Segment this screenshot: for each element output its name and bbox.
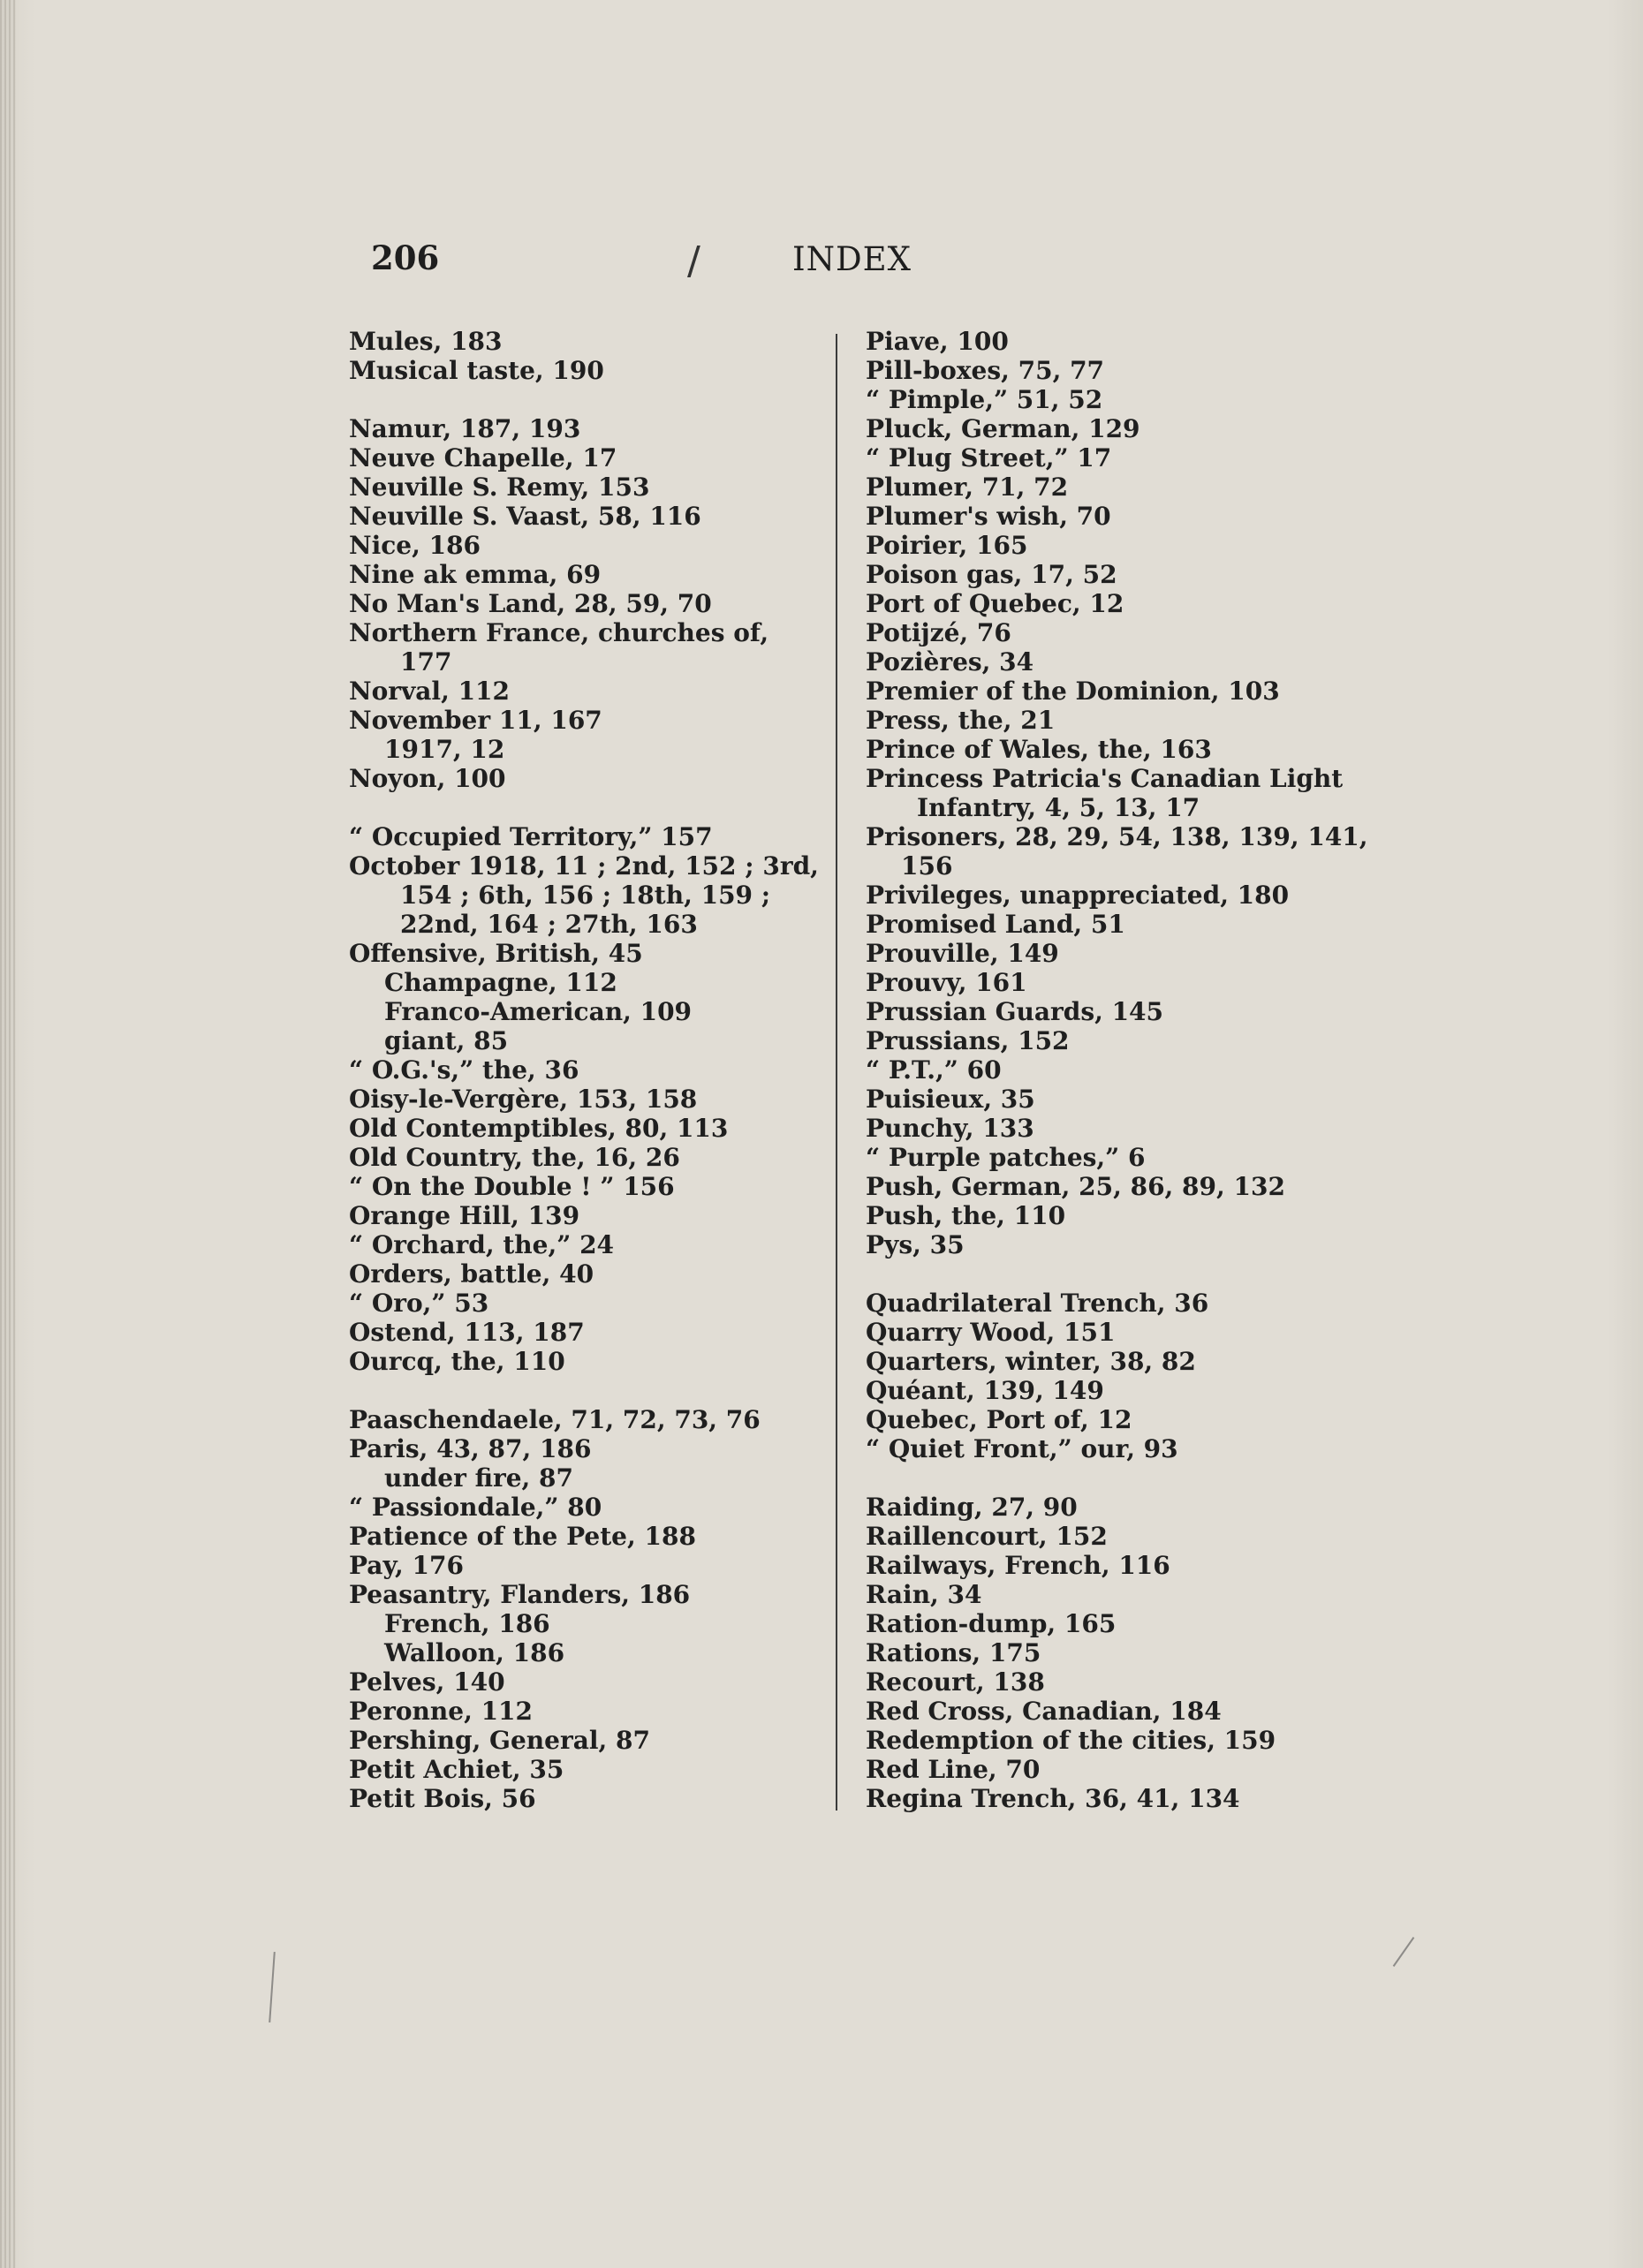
- index-entry: Quarters, winter, 38, 82: [866, 1347, 1196, 1376]
- index-entry: Princess Patricia's Canadian Light: [866, 764, 1344, 793]
- index-entry: Mules, 183: [349, 327, 503, 356]
- index-entry: “ Quiet Front,” our, 93: [866, 1434, 1178, 1463]
- pencil-scratch: [269, 1952, 276, 2022]
- index-entry: Quarry Wood, 151: [866, 1318, 1116, 1347]
- index-entry: Rain, 34: [866, 1580, 982, 1609]
- index-entry: Promised Land, 51: [866, 910, 1125, 939]
- index-entry: Puisieux, 35: [866, 1085, 1035, 1114]
- index-entry: Prouvy, 161: [866, 968, 1027, 997]
- index-entry: Musical taste, 190: [349, 356, 604, 385]
- index-section-gap: [866, 1463, 1360, 1493]
- index-section-gap: [349, 793, 844, 822]
- right-index-column: [866, 327, 1368, 1813]
- index-entry: Infantry, 4, 5, 13, 17: [917, 793, 1200, 822]
- index-entry: Press, the, 21: [866, 706, 1056, 735]
- index-entry: “ Occupied Territory,” 157: [349, 822, 713, 851]
- left-index-column: [349, 327, 844, 1813]
- index-entry: October 1918, 11 ; 2nd, 152 ; 3rd,: [349, 851, 819, 881]
- index-entry: Prince of Wales, the, 163: [866, 735, 1212, 764]
- index-entry: Patience of the Pete, 188: [349, 1522, 696, 1551]
- pencil-scratch: [1393, 1937, 1415, 1967]
- index-entry: Orange Hill, 139: [349, 1201, 580, 1230]
- index-entry: Franco-American, 109: [384, 997, 693, 1026]
- index-entry: “ Purple patches,” 6: [866, 1143, 1146, 1172]
- page-edge-shadow: [0, 0, 16, 2268]
- index-entry: Pys, 35: [866, 1230, 965, 1259]
- index-entry: Quéant, 139, 149: [866, 1376, 1104, 1405]
- index-entry: November 11, 167: [349, 706, 602, 735]
- index-entry: Ration-dump, 165: [866, 1609, 1117, 1638]
- index-entry: Prussians, 152: [866, 1026, 1070, 1055]
- index-entry: 22nd, 164 ; 27th, 163: [400, 910, 698, 939]
- index-entry: Quadrilateral Trench, 36: [866, 1289, 1209, 1318]
- index-entry: Pay, 176: [349, 1551, 464, 1580]
- index-entry: Plumer's wish, 70: [866, 502, 1111, 531]
- page-number: 206: [371, 238, 440, 277]
- index-entry: giant, 85: [384, 1026, 509, 1055]
- index-entry: Red Cross, Canadian, 184: [866, 1697, 1222, 1726]
- index-entry: French, 186: [384, 1609, 550, 1638]
- index-entry: Old Contemptibles, 80, 113: [349, 1114, 729, 1143]
- index-entry: Pershing, General, 87: [349, 1726, 650, 1755]
- index-section-gap: [866, 1259, 1360, 1289]
- index-entry: “ O.G.'s,” the, 36: [349, 1055, 579, 1085]
- index-entry: “ P.T.,” 60: [866, 1055, 1002, 1085]
- index-entry: Pill-boxes, 75, 77: [866, 356, 1105, 385]
- index-entry: 1917, 12: [384, 735, 505, 764]
- index-entry: Regina Trench, 36, 41, 134: [866, 1784, 1240, 1813]
- index-entry: Push, the, 110: [866, 1201, 1066, 1230]
- index-entry: Ostend, 113, 187: [349, 1318, 585, 1347]
- index-entry: “ Passiondale,” 80: [349, 1493, 602, 1522]
- index-entry: Noyon, 100: [349, 764, 506, 793]
- index-entry: 177: [400, 647, 452, 677]
- index-entry: Port of Quebec, 12: [866, 589, 1124, 618]
- pencil-slash-mark: /: [687, 238, 700, 284]
- index-entry: Recourt, 138: [866, 1667, 1045, 1697]
- index-entry: Nice, 186: [349, 531, 481, 560]
- index-entry: Poirier, 165: [866, 531, 1028, 560]
- index-entry: Pluck, German, 129: [866, 414, 1140, 443]
- index-entry: “ Orchard, the,” 24: [349, 1230, 615, 1259]
- index-entry: “ Pimple,” 51, 52: [866, 385, 1103, 414]
- index-entry: under fire, 87: [384, 1463, 573, 1493]
- index-entry: Namur, 187, 193: [349, 414, 581, 443]
- index-entry: Oisy-le-Vergère, 153, 158: [349, 1085, 698, 1114]
- index-entry: Offensive, British, 45: [349, 939, 643, 968]
- index-entry: Pozières, 34: [866, 647, 1034, 677]
- index-entry: Quebec, Port of, 12: [866, 1405, 1132, 1434]
- index-entry: Piave, 100: [866, 327, 1009, 356]
- index-entry: Plumer, 71, 72: [866, 472, 1069, 502]
- index-entry: 156: [901, 851, 953, 881]
- index-entry: Champagne, 112: [384, 968, 617, 997]
- index-entry: Railways, French, 116: [866, 1551, 1170, 1580]
- index-entry: Push, German, 25, 86, 89, 132: [866, 1172, 1285, 1201]
- index-entry: Pelves, 140: [349, 1667, 505, 1697]
- index-section-gap: [349, 385, 844, 414]
- index-entry: Potijzé, 76: [866, 618, 1011, 647]
- index-entry: Peronne, 112: [349, 1697, 534, 1726]
- index-entry: Prouville, 149: [866, 939, 1059, 968]
- running-head: INDEX: [792, 240, 912, 278]
- index-entry: Poison gas, 17, 52: [866, 560, 1117, 589]
- index-entry: Nine ak emma, 69: [349, 560, 602, 589]
- index-entry: Rations, 175: [866, 1638, 1041, 1667]
- index-entry: Ourcq, the, 110: [349, 1347, 565, 1376]
- index-entry: Petit Bois, 56: [349, 1784, 536, 1813]
- index-entry: Walloon, 186: [384, 1638, 565, 1667]
- index-entry: Redemption of the cities, 159: [866, 1726, 1276, 1755]
- index-entry: Old Country, the, 16, 26: [349, 1143, 680, 1172]
- index-entry: Paaschendaele, 71, 72, 73, 76: [349, 1405, 761, 1434]
- index-entry: Norval, 112: [349, 677, 511, 706]
- index-entry: No Man's Land, 28, 59, 70: [349, 589, 712, 618]
- column-rule: [836, 334, 837, 1811]
- index-entry: Paris, 43, 87, 186: [349, 1434, 592, 1463]
- index-entry: Privileges, unappreciated, 180: [866, 881, 1290, 910]
- index-entry: Orders, battle, 40: [349, 1259, 594, 1289]
- index-entry: “ On the Double ! ” 156: [349, 1172, 675, 1201]
- index-entry: Neuville S. Remy, 153: [349, 472, 650, 502]
- index-entry: Premier of the Dominion, 103: [866, 677, 1280, 706]
- index-entry: Red Line, 70: [866, 1755, 1041, 1784]
- index-entry: Neuve Chapelle, 17: [349, 443, 617, 472]
- index-entry: “ Plug Street,” 17: [866, 443, 1112, 472]
- index-entry: Prussian Guards, 145: [866, 997, 1164, 1026]
- index-entry: 154 ; 6th, 156 ; 18th, 159 ;: [400, 881, 771, 910]
- index-entry: Raiding, 27, 90: [866, 1493, 1078, 1522]
- index-section-gap: [349, 1376, 844, 1405]
- index-entry: Neuville S. Vaast, 58, 116: [349, 502, 701, 531]
- index-entry: Peasantry, Flanders, 186: [349, 1580, 691, 1609]
- index-entry: Petit Achiet, 35: [349, 1755, 564, 1784]
- index-entry: “ Oro,” 53: [349, 1289, 489, 1318]
- index-entry: Prisoners, 28, 29, 54, 138, 139, 141,: [866, 822, 1368, 851]
- index-entry: Raillencourt, 152: [866, 1522, 1108, 1551]
- index-entry: Northern France, churches of,: [349, 618, 769, 647]
- index-entry: Punchy, 133: [866, 1114, 1034, 1143]
